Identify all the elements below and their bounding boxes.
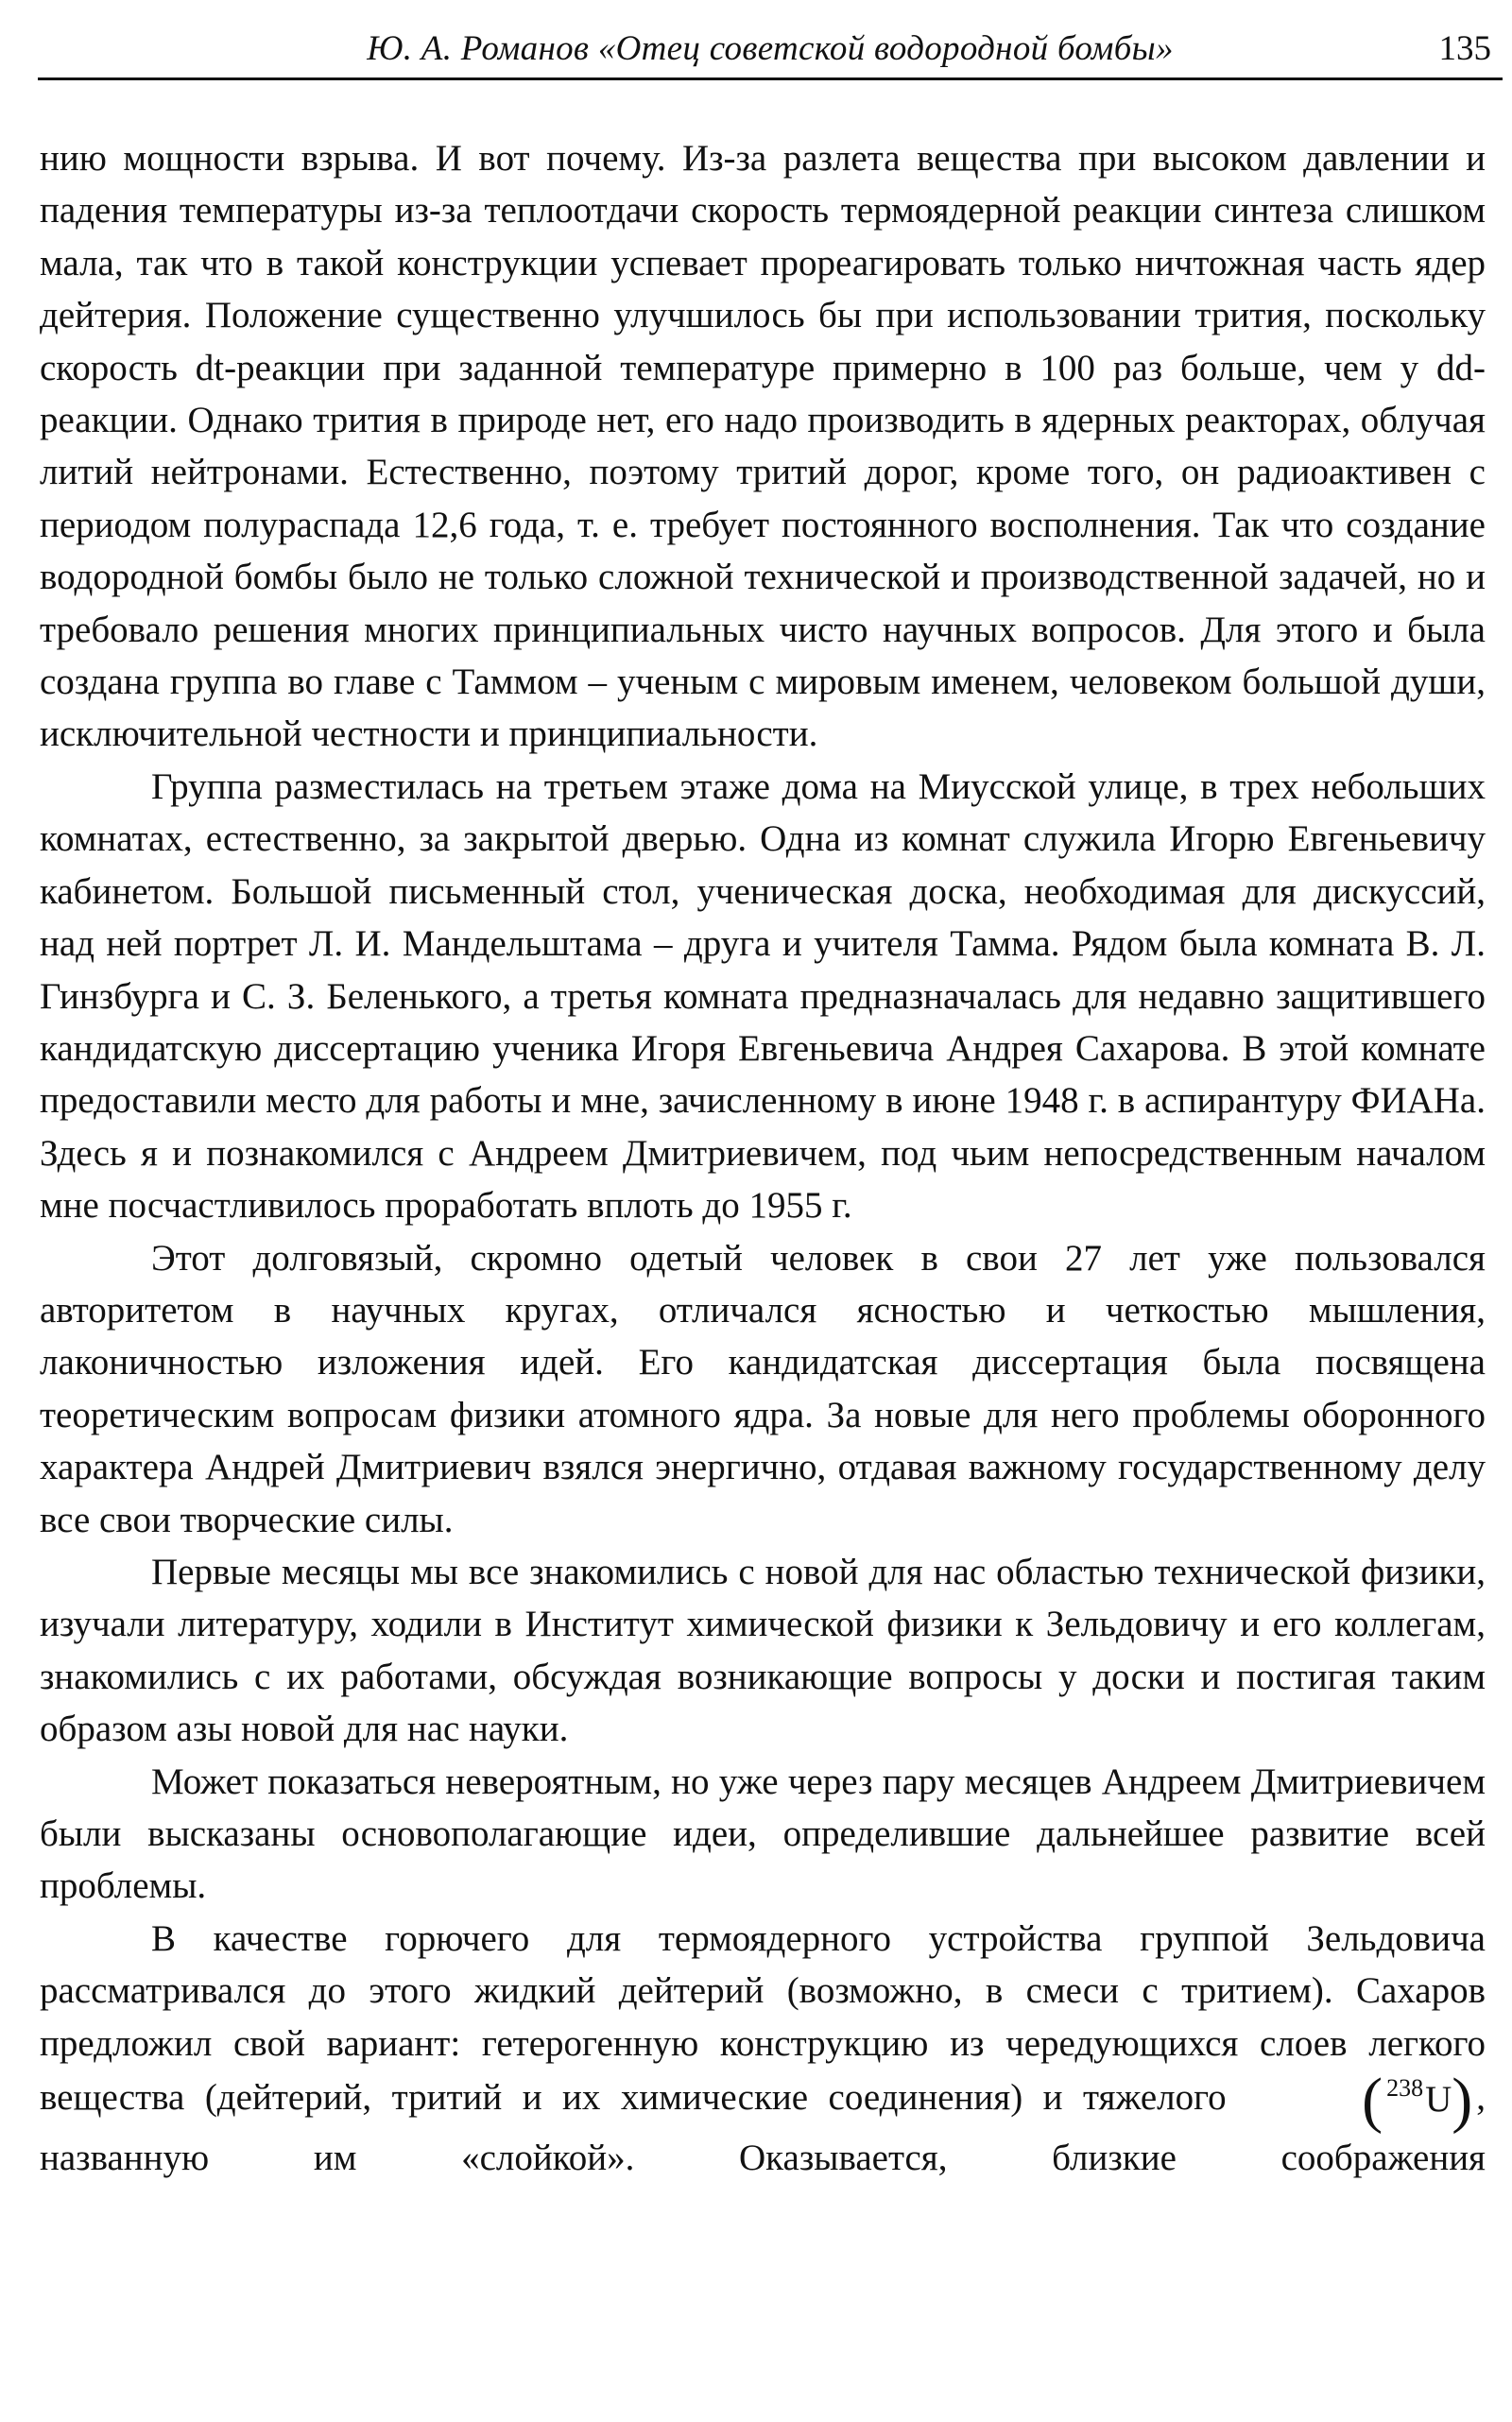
paragraph-6-start: В качестве горючего для термоядерного устройства группой Зельдовича рассматривался до этого жидкий дейтерий (возможно, в смеси с тритием). Сахаров предложил свой вариант: гетерогенную конструкцию из чередующихся слоев легкого вещества (дейтерий, тритий и их химические соединения) и тяжелого [40, 1917, 1486, 2118]
open-paren: ( [1362, 2066, 1383, 2136]
isotope-symbol: U [1425, 2079, 1452, 2121]
paragraph-5: Может показаться невероятным, но уже через пару месяцев Андреем Дмитриевичем были высказаны основополагающие идеи, определившие дальнейшее развитие всей проблемы. [40, 1761, 1486, 1907]
body-text [40, 132, 1486, 2184]
paragraph-2: Группа разместилась на третьем этаже дома на Миусской улице, в трех небольших комнатах, естественно, за закрытой дверью. Одна из комнат служила Игорю Евгеньевичу кабинетом. Большой письменный стол, ученическая доска, необходимая для дискуссий, над ней портрет Л. И. Мандельштама – друга и учителя Тамма. Рядом была комната В. Л. Гинзбурга и С. З. Беленького, а третья комната предназначалась для недавно защитившего кандидатскую диссертацию ученика Игоря Евгеньевича Андрея Сахарова. В этой комнате предоставили место для работы и мне, зачисленному в июне 1948 г. в аспирантуру ФИАНа. Здесь я и познакомился с Андреем Дмитриевичем, под чьим непосредственным началом мне посчастливилось проработать вплоть до 1955 г. [40, 765, 1486, 1227]
close-paren: ) [1452, 2066, 1473, 2136]
running-header [38, 17, 1503, 80]
paragraph-3: Этот долговязый, скромно одетый человек в свои 27 лет уже пользовался авторитетом в научных кругах, отличался ясностью и четкостью мышления, лаконичностью изложения идей. Его кандидатская диссертация была посвящена теоретическим вопросам физики атомного ядра. За новые для него проблемы оборонного характера Андрей Дмитриевич взялся энергично, отдавая важному государственному делу все свои творческие силы. [40, 1237, 1486, 1540]
paragraph-1: нию мощности взрыва. И вот почему. Из-за разлета вещества при высоком давлении и падения температуры из-за теплоотдачи скорость термоядерной реакции синтеза слишком мала, так что в такой конструкции успевает прореагировать только ничтожная часть ядер дейтерия. Положение существенно улучшилось бы при использовании трития, поскольку скорость dt-реакции при заданной температуре примерно в 100 раз больше, чем у dd-реакции. Однако трития в природе нет, его надо производить в ядерных реакторах, облучая литий нейтронами. Естественно, поэтому тритий дорог, кроме того, он радиоактивен с периодом полураспада 12,6 года, т. е. требует постоянного восполнения. Так что создание водородной бомбы было не только сложной технической и производственной задачей, но и требовало решения многих принципиальных чисто научных вопросов. Для этого и была создана группа во главе с Таммом – ученым с мировым именем, человеком большой души, исключительной честности и принципиальности. [40, 138, 1486, 755]
paragraph-4: Первые месяцы мы все знакомились с новой для нас областью технической физики, изучали литературу, ходили в Институт химической физики к Зельдовичу и его коллегам, знакомились с их работами, обсуждая возникающие вопросы у доски и постигая таким образом азы новой для нас науки. [40, 1551, 1486, 1750]
uranium-238-notation [1250, 2066, 1473, 2136]
paragraph-6 [40, 1913, 1486, 2185]
isotope-mass-number: 238 [1386, 2074, 1424, 2103]
page-number: 135 [1438, 29, 1491, 68]
paragraph-6-end: , названную им «слойкой». Оказывается, близкие соображения [40, 2076, 1486, 2179]
header-title: Ю. А. Романов «Отец советской водородной бомбы» [367, 29, 1174, 68]
